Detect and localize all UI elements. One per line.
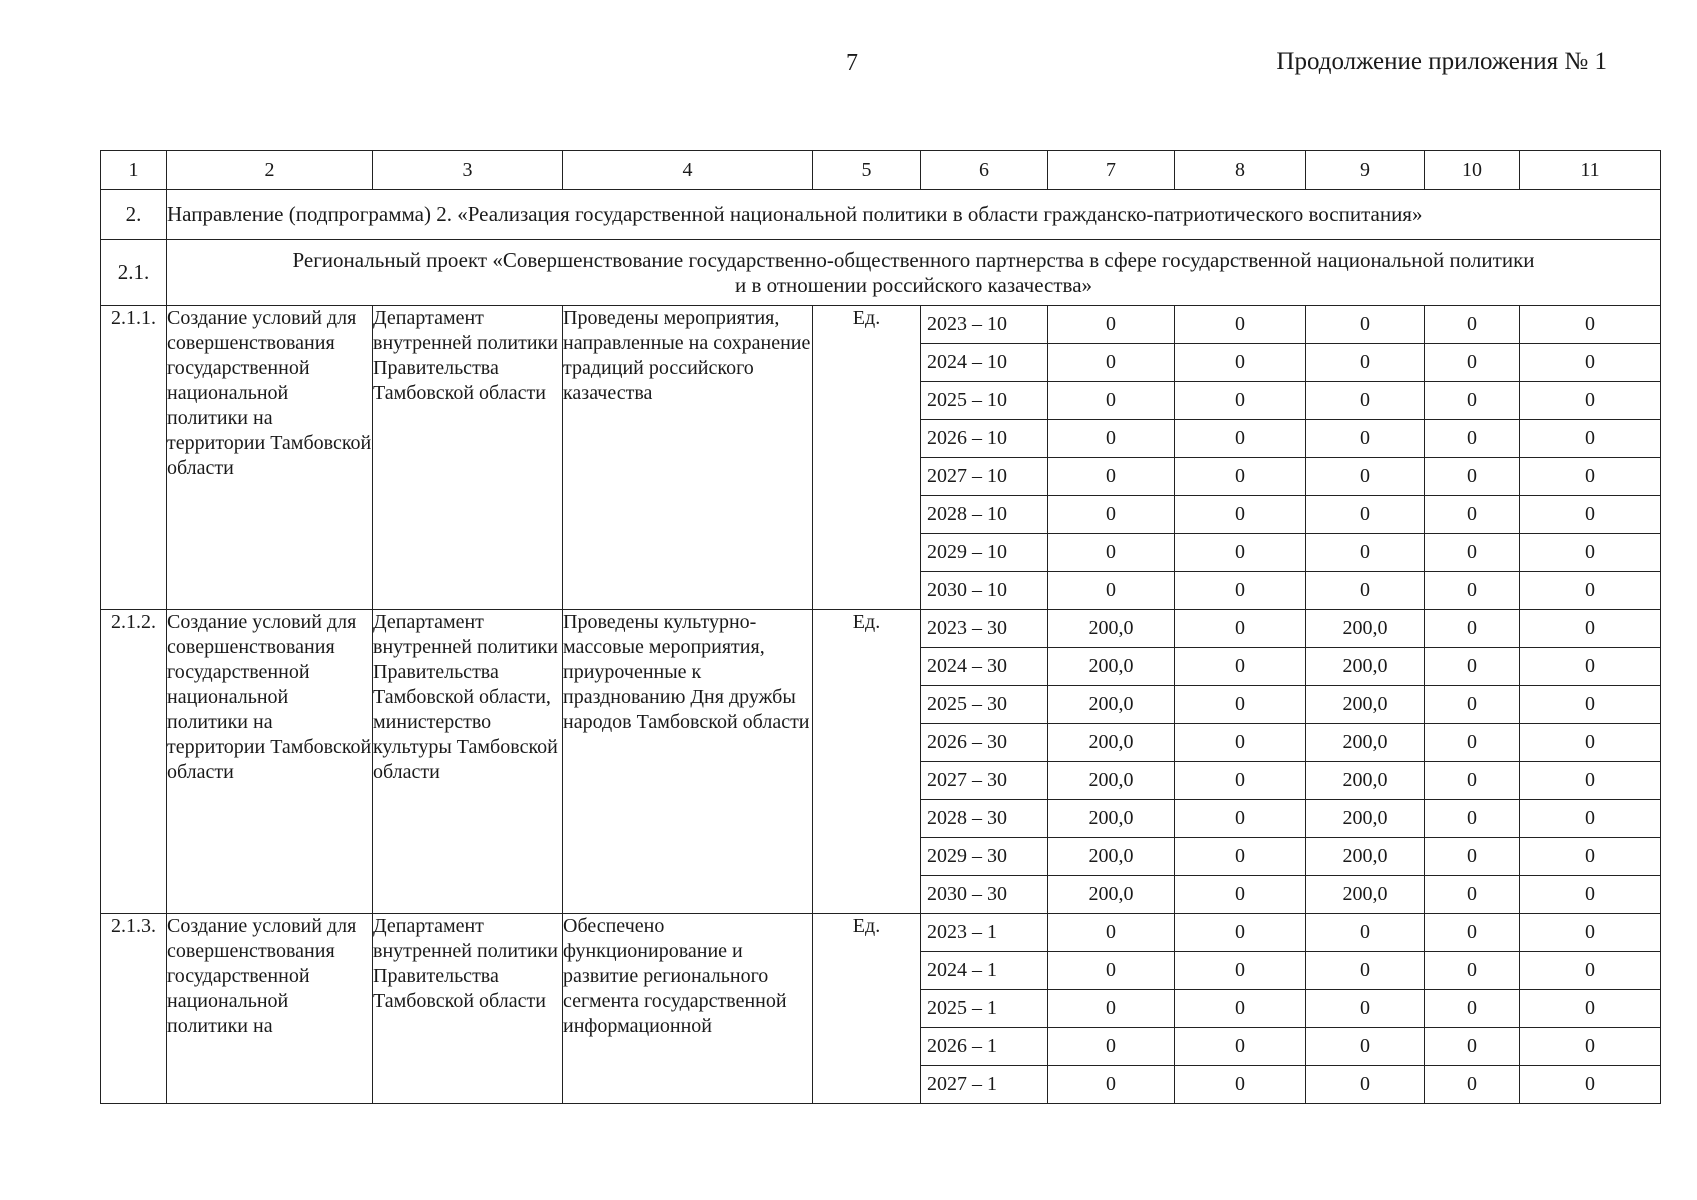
year-target-cell: 2030 – 30 [921,876,1048,914]
value-cell: 0 [1520,306,1661,344]
column-number: 4 [563,151,813,190]
value-cell: 200,0 [1048,800,1175,838]
value-cell: 0 [1520,496,1661,534]
item-result: Обеспечено функционирование и развитие регионального сегмента государственной информационной [563,914,813,1104]
value-cell: 0 [1425,724,1520,762]
value-cell: 0 [1048,990,1175,1028]
year-target-cell: 2024 – 30 [921,648,1048,686]
year-target-cell: 2026 – 1 [921,1028,1048,1066]
year-target-cell: 2028 – 30 [921,800,1048,838]
value-cell: 0 [1048,534,1175,572]
value-cell: 0 [1175,1066,1306,1104]
value-cell: 0 [1306,306,1425,344]
value-cell: 0 [1425,610,1520,648]
year-target-cell: 2027 – 10 [921,458,1048,496]
value-cell: 0 [1306,914,1425,952]
value-cell: 0 [1520,838,1661,876]
year-target-cell: 2023 – 1 [921,914,1048,952]
value-cell: 200,0 [1306,838,1425,876]
value-cell: 0 [1175,990,1306,1028]
value-cell: 0 [1425,496,1520,534]
value-cell: 0 [1425,382,1520,420]
value-cell: 0 [1520,724,1661,762]
value-cell: 0 [1175,496,1306,534]
project-title-line-2: и в отношении российского казачества» [734,272,1093,297]
value-cell: 200,0 [1048,762,1175,800]
column-number: 5 [813,151,921,190]
value-cell: 0 [1520,420,1661,458]
item-unit: Ед. [813,306,921,610]
column-number: 1 [101,151,167,190]
year-target-cell: 2029 – 30 [921,838,1048,876]
item-number: 2.1.3. [101,914,167,1104]
value-cell: 200,0 [1048,876,1175,914]
item-name: Создание условий для совершенствования государственной национальной политики на территории Тамбовской области [167,610,373,914]
value-cell: 200,0 [1048,838,1175,876]
value-cell: 0 [1520,686,1661,724]
table-row [101,914,1661,952]
year-target-cell: 2026 – 10 [921,420,1048,458]
project-row [101,240,1661,306]
page-number: 7 [846,50,858,76]
year-target-cell: 2027 – 1 [921,1066,1048,1104]
item-name: Создание условий для совершенствования государственной национальной политики на [167,914,373,1104]
year-target-cell: 2023 – 10 [921,306,1048,344]
table-row [101,610,1661,648]
value-cell: 0 [1425,458,1520,496]
item-number: 2.1.1. [101,306,167,610]
value-cell: 0 [1048,306,1175,344]
value-cell: 0 [1425,648,1520,686]
value-cell: 200,0 [1306,686,1425,724]
value-cell: 0 [1306,534,1425,572]
column-number-row [101,151,1661,190]
value-cell: 0 [1175,534,1306,572]
year-target-cell: 2025 – 30 [921,686,1048,724]
project-number: 2.1. [101,240,167,306]
value-cell: 0 [1520,914,1661,952]
value-cell: 200,0 [1048,610,1175,648]
value-cell: 0 [1306,458,1425,496]
value-cell: 0 [1306,952,1425,990]
item-unit: Ед. [813,914,921,1104]
column-number: 6 [921,151,1048,190]
value-cell: 0 [1425,762,1520,800]
item-executor: Департамент внутренней политики Правительства Тамбовской области [373,306,563,610]
column-number: 2 [167,151,373,190]
value-cell: 0 [1048,1066,1175,1104]
value-cell: 0 [1048,1028,1175,1066]
item-executor: Департамент внутренней политики Правительства Тамбовской области, министерство культуры Тамбовской области [373,610,563,914]
project-title-line-1: Региональный проект «Совершенствование государственно-общественного партнерства в сфере государственной национальной политики [292,247,1535,272]
year-target-cell: 2030 – 10 [921,572,1048,610]
value-cell: 200,0 [1048,648,1175,686]
value-cell: 0 [1520,1066,1661,1104]
table-row [101,306,1661,344]
value-cell: 0 [1306,1066,1425,1104]
item-result: Проведены культурно-массовые мероприятия, приуроченные к празднованию Дня дружбы народов Тамбовской области [563,610,813,914]
item-name: Создание условий для совершенствования государственной национальной политики на территории Тамбовской области [167,306,373,610]
value-cell: 0 [1520,648,1661,686]
value-cell: 0 [1175,914,1306,952]
value-cell: 0 [1425,534,1520,572]
value-cell: 200,0 [1306,876,1425,914]
value-cell: 0 [1520,534,1661,572]
value-cell: 0 [1425,876,1520,914]
value-cell: 0 [1425,838,1520,876]
value-cell: 0 [1175,306,1306,344]
value-cell: 0 [1048,382,1175,420]
value-cell: 0 [1425,686,1520,724]
column-number: 10 [1425,151,1520,190]
value-cell: 0 [1520,990,1661,1028]
value-cell: 0 [1520,1028,1661,1066]
year-target-cell: 2025 – 10 [921,382,1048,420]
value-cell: 0 [1425,914,1520,952]
value-cell: 0 [1425,1028,1520,1066]
year-target-cell: 2023 – 30 [921,610,1048,648]
column-number: 11 [1520,151,1661,190]
value-cell: 0 [1520,800,1661,838]
column-number: 3 [373,151,563,190]
value-cell: 0 [1175,420,1306,458]
value-cell: 0 [1520,572,1661,610]
value-cell: 0 [1425,990,1520,1028]
value-cell: 0 [1048,458,1175,496]
value-cell: 0 [1306,496,1425,534]
value-cell: 0 [1425,344,1520,382]
value-cell: 0 [1175,458,1306,496]
value-cell: 0 [1048,914,1175,952]
value-cell: 0 [1048,420,1175,458]
value-cell: 0 [1520,762,1661,800]
value-cell: 0 [1048,344,1175,382]
value-cell: 200,0 [1306,648,1425,686]
value-cell: 0 [1175,876,1306,914]
year-target-cell: 2025 – 1 [921,990,1048,1028]
column-number: 7 [1048,151,1175,190]
value-cell: 0 [1048,952,1175,990]
value-cell: 0 [1520,952,1661,990]
value-cell: 0 [1175,686,1306,724]
item-executor: Департамент внутренней политики Правительства Тамбовской области [373,914,563,1104]
value-cell: 0 [1425,952,1520,990]
value-cell: 0 [1520,382,1661,420]
value-cell: 0 [1425,572,1520,610]
value-cell: 0 [1175,724,1306,762]
item-result: Проведены мероприятия, направленные на сохранение традиций российского казачества [563,306,813,610]
value-cell: 0 [1175,1028,1306,1066]
value-cell: 0 [1175,344,1306,382]
value-cell: 0 [1425,420,1520,458]
section-number: 2. [101,190,167,240]
value-cell: 0 [1175,648,1306,686]
item-unit: Ед. [813,610,921,914]
value-cell: 0 [1306,382,1425,420]
year-target-cell: 2024 – 1 [921,952,1048,990]
value-cell: 0 [1175,800,1306,838]
year-target-cell: 2029 – 10 [921,534,1048,572]
value-cell: 0 [1520,344,1661,382]
value-cell: 200,0 [1306,762,1425,800]
value-cell: 0 [1048,496,1175,534]
value-cell: 0 [1175,610,1306,648]
value-cell: 0 [1520,458,1661,496]
value-cell: 200,0 [1048,724,1175,762]
value-cell: 0 [1175,762,1306,800]
value-cell: 0 [1425,306,1520,344]
item-number: 2.1.2. [101,610,167,914]
value-cell: 0 [1520,876,1661,914]
value-cell: 200,0 [1048,686,1175,724]
value-cell: 0 [1175,838,1306,876]
column-number: 9 [1306,151,1425,190]
value-cell: 200,0 [1306,610,1425,648]
year-target-cell: 2027 – 30 [921,762,1048,800]
column-number: 8 [1175,151,1306,190]
value-cell: 0 [1306,1028,1425,1066]
program-table [100,150,1661,1104]
value-cell: 0 [1306,420,1425,458]
value-cell: 0 [1425,800,1520,838]
value-cell: 0 [1175,382,1306,420]
value-cell: 200,0 [1306,800,1425,838]
section-row [101,190,1661,240]
project-title [167,240,1661,306]
value-cell: 0 [1425,1066,1520,1104]
value-cell: 0 [1175,572,1306,610]
year-target-cell: 2028 – 10 [921,496,1048,534]
value-cell: 0 [1306,572,1425,610]
section-title: Направление (подпрограмма) 2. «Реализация государственной национальной политики в области гражданско-патриотического воспитания» [167,190,1661,240]
appendix-continuation-label: Продолжение приложения № 1 [1276,48,1607,75]
value-cell: 0 [1175,952,1306,990]
year-target-cell: 2024 – 10 [921,344,1048,382]
value-cell: 0 [1306,990,1425,1028]
value-cell: 0 [1520,610,1661,648]
value-cell: 0 [1048,572,1175,610]
value-cell: 0 [1306,344,1425,382]
year-target-cell: 2026 – 30 [921,724,1048,762]
value-cell: 200,0 [1306,724,1425,762]
